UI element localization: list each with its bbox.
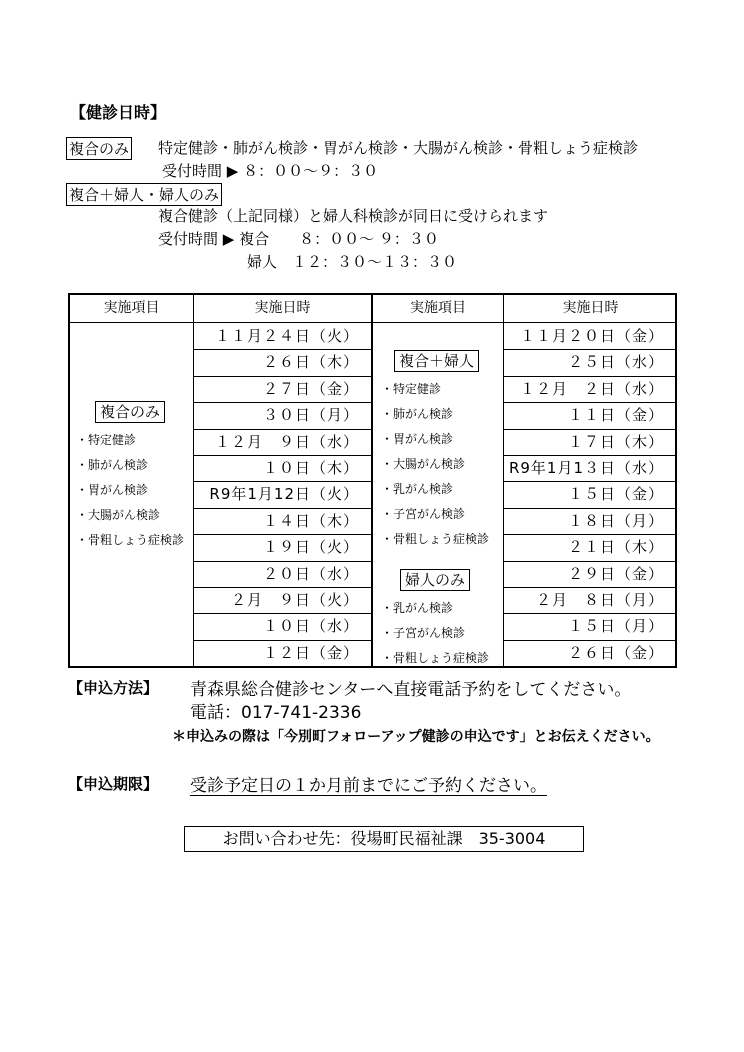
right-date-cell: １５日（金） [567, 485, 664, 504]
fukugou-only-items: 特定健診・肺がん検診・胃がん検診・大腸がん検診・骨粗しょう症検診 [158, 139, 639, 157]
left-date-cell: ２月 ９日（火） [230, 591, 359, 609]
table-divider-center [371, 295, 373, 666]
left-date-cell: １０日（木） [262, 459, 359, 477]
left-date-cell: R9年1月12日（火） [209, 485, 359, 504]
left-exam-item: ・特定健診 [76, 433, 137, 447]
left-date-cell: １２月 ９日（水） [214, 432, 359, 451]
right-exam-item-fukugou-fujin: ・大腸がん検診 [381, 457, 466, 471]
contact-box: お問い合わせ先：役場町民福祉課 35-3004 [184, 826, 584, 852]
section-heading: 【健診日時】 [70, 103, 167, 122]
left-date-cell: ２６日（木） [262, 353, 359, 372]
left-date-cell: ２０日（水） [262, 564, 359, 583]
left-exam-item: ・肺がん検診 [76, 458, 149, 472]
fukugou-only-reception: 受付時間 ▶ ８：００～９：３０ [162, 162, 379, 180]
header-left-dates: 実施日時 [254, 300, 311, 316]
left-exam-item: ・骨粗しょう症検診 [76, 533, 185, 547]
right-date-cell: １８日（月） [567, 511, 664, 530]
group-label-fukugou-only: 複合のみ [95, 401, 165, 423]
deadline-label: 【申込期限】 [68, 775, 159, 793]
fukugou-fujin-desc: 複合健診（上記同様）と婦人科検診が同日に受けられます [158, 207, 549, 225]
apply-tel: 電話：017-741-2336 [190, 703, 362, 723]
fukugou-fujin-label: 複合＋婦人・婦人のみ [66, 183, 222, 206]
apply-note: ＊申込みの際は「今別町フォローアップ健診の申込です」とお伝えください。 [172, 729, 660, 745]
left-date-cell: ２７日（金） [262, 379, 359, 398]
right-date-cell: ２６日（金） [567, 643, 664, 662]
fukugou-fujin-reception-2: 婦人 １２：３０～１３：３０ [247, 253, 458, 271]
right-date-cell: ２９日（金） [567, 564, 664, 583]
header-right-dates: 実施日時 [562, 300, 619, 316]
group-label-fujin-only: 婦人のみ [400, 569, 470, 591]
right-date-cell: １５日（月） [567, 617, 664, 636]
right-exam-item-fukugou-fujin: ・肺がん検診 [381, 407, 454, 421]
header-right-items: 実施項目 [410, 300, 466, 316]
right-date-cell: １２月 ２日（水） [519, 379, 664, 398]
left-date-cell: １２日（金） [262, 643, 359, 662]
right-date-cell: １１日（金） [567, 406, 664, 425]
schedule-table [68, 293, 677, 668]
apply-label: 【申込方法】 [68, 679, 159, 697]
right-exam-item-fukugou-fujin: ・特定健診 [381, 382, 442, 396]
fukugou-only-label: 複合のみ [66, 137, 132, 160]
right-date-cell: １７日（木） [567, 432, 664, 451]
left-date-cell: １０日（水） [262, 617, 359, 636]
left-date-cell: １４日（木） [262, 511, 359, 530]
right-date-cell: １１月２０日（金） [519, 327, 664, 345]
deadline-text: 受診予定日の１か月前までにご予約ください。 [190, 776, 547, 796]
right-exam-item-fukugou-fujin: ・乳がん検診 [381, 482, 454, 496]
left-date-cell: １９日（火） [262, 538, 359, 557]
fukugou-fujin-reception-1: 受付時間 ▶ 複合 ８：００～ ９：３０ [158, 230, 439, 248]
right-exam-item-fujin-only: ・骨粗しょう症検診 [381, 651, 490, 665]
apply-text: 青森県総合健診センターへ直接電話予約をしてください。 [190, 680, 632, 700]
right-exam-item-fujin-only: ・乳がん検診 [381, 601, 454, 615]
right-exam-item-fukugou-fujin: ・胃がん検診 [381, 432, 454, 446]
right-date-cell: ２５日（水） [567, 353, 664, 372]
left-date-cell: １１月２４日（火） [214, 327, 359, 345]
header-left-items: 実施項目 [103, 300, 160, 316]
left-date-cell: ３０日（月） [262, 406, 359, 425]
right-exam-item-fujin-only: ・子宮がん検診 [381, 626, 466, 640]
right-date-cell: R9年1月1３日（水） [508, 459, 664, 477]
right-date-cell: ２１日（木） [567, 538, 664, 557]
left-exam-item: ・大腸がん検診 [76, 508, 161, 522]
right-exam-item-fukugou-fujin: ・骨粗しょう症検診 [381, 532, 490, 546]
left-exam-item: ・胃がん検診 [76, 483, 149, 497]
right-exam-item-fukugou-fujin: ・子宮がん検診 [381, 507, 466, 521]
right-date-cell: ２月 ８日（月） [535, 591, 664, 609]
group-label-fukugou-fujin: 複合＋婦人 [394, 350, 479, 372]
